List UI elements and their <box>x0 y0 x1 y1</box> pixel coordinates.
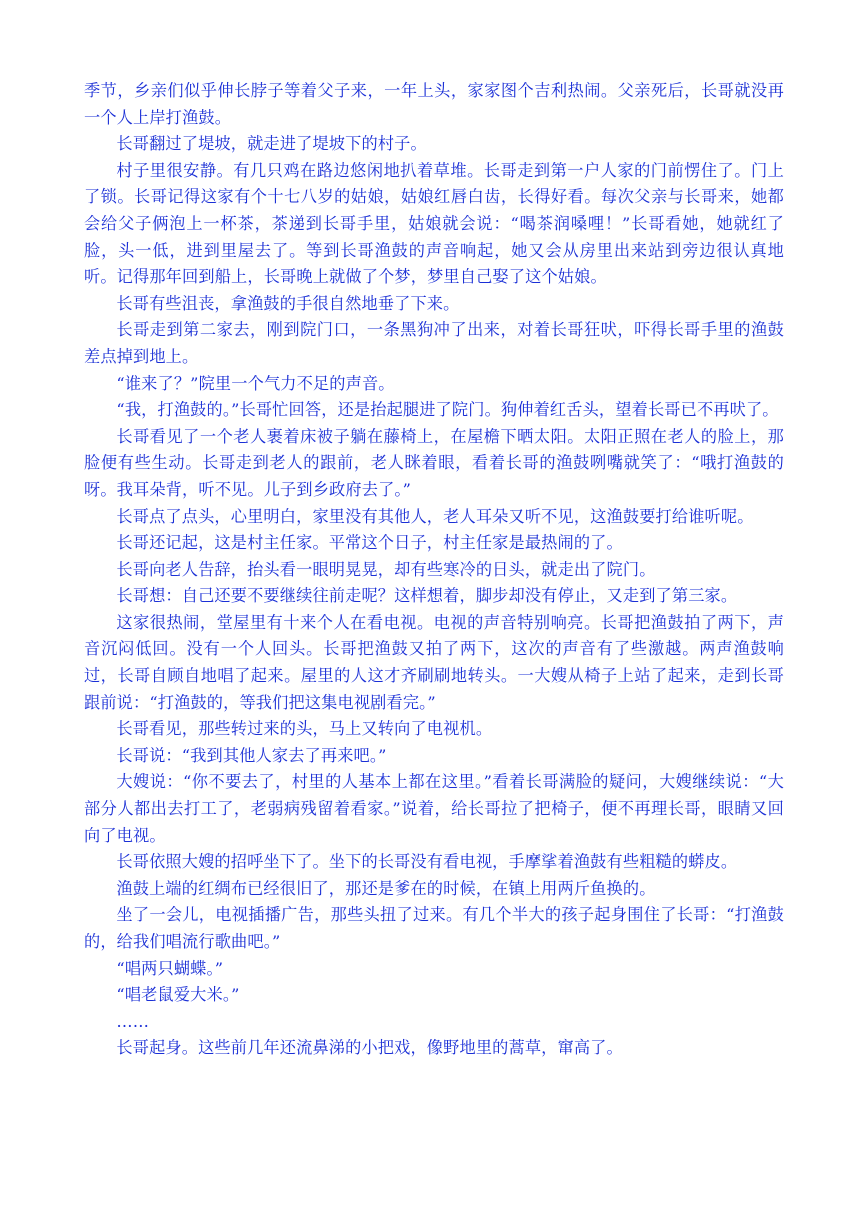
paragraph: 坐了一会儿，电视插播广告，那些头扭了过来。有几个半大的孩子起身围住了长哥：“打渔鼓的，给我们唱流行歌曲吧。” <box>84 905 784 951</box>
paragraph: “谁来了？”院里一个气力不足的声音。 <box>116 373 395 393</box>
paragraph: 长哥看见，那些转过来的头，马上又转向了电视机。 <box>116 719 493 739</box>
paragraph: 长哥起身。这些前几年还流鼻涕的小把戏，像野地里的蒿草，窜高了。 <box>116 1038 623 1058</box>
paragraph: 村子里很安静。有几只鸡在路边悠闲地扒着草堆。长哥走到第一户人家的门前愣住了。门上了锁。长哥记得这家有个十七八岁的姑娘，姑娘红唇白齿，长得好看。每次父亲与长哥来，她都会给父子俩泡上一杯茶，茶递到长哥手里，姑娘就会说：“喝茶润嗓哩！”长哥看她，她就红了脸，头一低，进到里屋去了。等到长哥渔鼓的声音响起，她又会从房里出来站到旁边很认真地听。记得那年回到船上，长哥晚上就做了个梦，梦里自己娶了这个姑娘。 <box>84 160 784 287</box>
paragraph: 长哥还记起，这是村主任家。平常这个日子，村主任家是最热闹的了。 <box>116 533 623 553</box>
paragraph: …… <box>116 1011 150 1031</box>
story-text-body <box>84 78 784 1062</box>
paragraph: 长哥点了点头，心里明白，家里没有其他人，老人耳朵又听不见，这渔鼓要打给谁听呢。 <box>116 506 754 526</box>
paragraph: 季节，乡亲们似乎伸长脖子等着父子来，一年上头，家家图个吉利热闹。父亲死后，长哥就没再一个人上岸打渔鼓。 <box>84 81 784 127</box>
paragraph: “唱老鼠爱大米。” <box>116 985 240 1005</box>
paragraph: 长哥向老人告辞，抬头看一眼明晃晃，却有些寒冷的日头，就走出了院门。 <box>116 559 656 579</box>
paragraph: 长哥看见了一个老人裹着床被子躺在藤椅上，在屋檐下晒太阳。太阳正照在老人的脸上，那脸便有些生动。长哥走到老人的跟前，老人眯着眼，看着长哥的渔鼓咧嘴就笑了：“哦打渔鼓的呀。我耳朵背，听不见。儿子到乡政府去了。” <box>84 426 784 499</box>
paragraph: 长哥想：自己还要不要继续往前走呢？这样想着，脚步却没有停止，又走到了第三家。 <box>116 586 738 606</box>
paragraph: 长哥依照大嫂的招呼坐下了。坐下的长哥没有看电视，手摩挲着渔鼓有些粗糙的蟒皮。 <box>116 852 738 872</box>
paragraph: 长哥走到第二家去，刚到院门口，一条黑狗冲了出来，对着长哥狂吠，吓得长哥手里的渔鼓差点掉到地上。 <box>84 320 784 366</box>
paragraph: “我，打渔鼓的。”长哥忙回答，还是抬起腿进了院门。狗伸着红舌头，望着长哥已不再吠了。 <box>116 400 779 420</box>
paragraph: 长哥有些沮丧，拿渔鼓的手很自然地垂了下来。 <box>116 293 460 313</box>
paragraph: “唱两只蝴蝶。” <box>116 958 224 978</box>
paragraph: 大嫂说：“你不要去了，村里的人基本上都在这里。”看着长哥满脸的疑问，大嫂继续说：“大部分人都出去打工了，老弱病残留着看家。”说着，给长哥拉了把椅子，便不再理长哥，眼睛又回向了电视。 <box>84 772 784 845</box>
paragraph: 这家很热闹，堂屋里有十来个人在看电视。电视的声音特别响亮。长哥把渔鼓拍了两下，声音沉闷低回。没有一个人回头。长哥把渔鼓又拍了两下，这次的声音有了些激越。两声渔鼓响过，长哥自顾自地唱了起来。屋里的人这才齐刷刷地转头。一大嫂从椅子上站了起来，走到长哥跟前说：“打渔鼓的，等我们把这集电视剧看完。” <box>84 612 784 712</box>
paragraph: 长哥说：“我到其他人家去了再来吧。” <box>116 745 387 765</box>
paragraph: 长哥翻过了堤坡，就走进了堤坡下的村子。 <box>116 134 427 154</box>
paragraph: 渔鼓上端的红绸布已经很旧了，那还是爹在的时候，在镇上用两斤鱼换的。 <box>116 878 656 898</box>
